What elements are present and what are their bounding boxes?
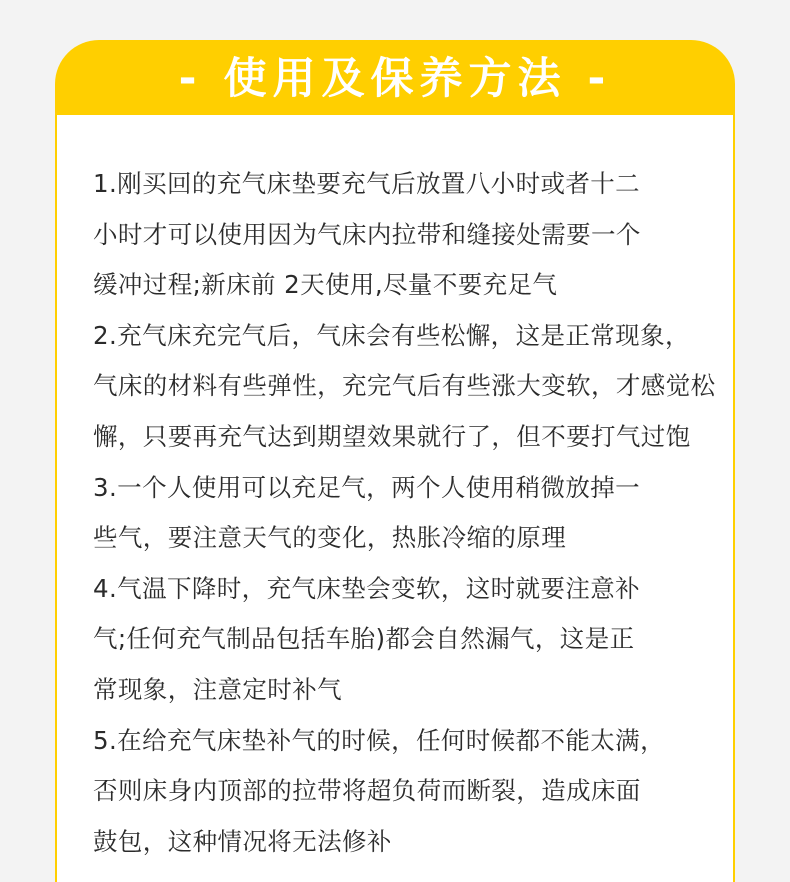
- text-line: 4.气温下降时，充气床垫会变软，这时就要注意补: [93, 573, 641, 603]
- text-line: 常现象，注意定时补气: [93, 674, 342, 704]
- text-line: 鼓包，这种情况将无法修补: [93, 826, 392, 856]
- section-title: - 使用及保养方法 -: [178, 54, 612, 104]
- text-line: 5.在给充气床垫补气的时候，任何时候都不能太满，: [93, 725, 665, 755]
- text-line: 些气，要注意天气的变化，热胀冷缩的原理: [93, 523, 567, 553]
- card-header: [55, 40, 735, 115]
- text-line: 气床的材料有些弹性，充完气后有些涨大变软，才感觉松: [93, 371, 716, 401]
- text-line: 1.刚买回的充气床垫要充气后放置八小时或者十二: [93, 169, 641, 198]
- text-line: 2.充气床充完气后，气床会有些松懈，这是正常现象，: [93, 320, 690, 350]
- text-line: 缓冲过程;新床前 2天使用,尽量不要充足气: [93, 270, 558, 300]
- text-line: 气;任何充气制品包括车胎)都会自然漏气，这是正: [93, 624, 635, 654]
- text-line: 懈，只要再充气达到期望效果就行了，但不要打气过饱: [93, 421, 691, 451]
- text-line: 小时才可以使用因为气床内拉带和缝接处需要一个: [93, 219, 641, 249]
- text-line: 3.一个人使用可以充足气，两个人使用稍微放掉一: [93, 472, 641, 502]
- instructions-card: [55, 40, 735, 882]
- card-body: [57, 115, 733, 882]
- instructions-text: [93, 159, 716, 867]
- text-line: 否则床身内顶部的拉带将超负荷而断裂，造成床面: [93, 776, 641, 806]
